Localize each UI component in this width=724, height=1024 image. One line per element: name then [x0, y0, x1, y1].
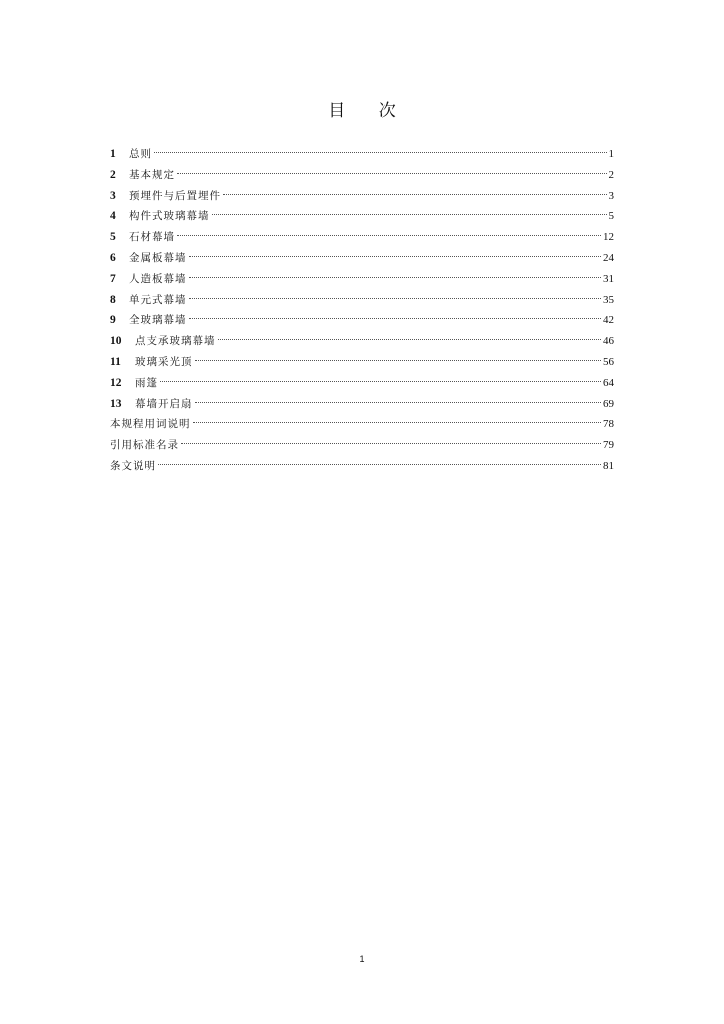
toc-page-number: 46 — [603, 335, 614, 348]
toc-dot-leader — [177, 173, 607, 174]
toc-dot-leader — [195, 360, 602, 361]
toc-entry-2[interactable] — [110, 165, 614, 186]
toc-page-number: 79 — [603, 439, 614, 452]
toc-entry-13[interactable] — [110, 394, 614, 415]
toc-page-number: 24 — [603, 251, 614, 264]
toc-dot-leader — [154, 152, 607, 153]
toc-chapter-number: 7 — [110, 272, 116, 285]
toc-chapter-number: 3 — [110, 189, 116, 202]
toc-dot-leader — [181, 443, 601, 444]
toc-chapter-title: 点支承玻璃幕墙 — [135, 335, 216, 348]
toc-chapter-number: 13 — [110, 397, 122, 410]
toc-chapter-title: 全玻璃幕墙 — [129, 314, 187, 327]
toc-dot-leader — [195, 402, 602, 403]
toc-dot-leader — [189, 318, 602, 319]
toc-entry-5[interactable] — [110, 227, 614, 248]
toc-page-number: 64 — [603, 376, 614, 389]
table-of-contents — [110, 144, 614, 477]
toc-dot-leader — [212, 214, 607, 215]
toc-dot-leader — [177, 235, 601, 236]
toc-entry-9[interactable] — [110, 310, 614, 331]
toc-page-number: 31 — [603, 272, 614, 285]
toc-chapter-number: 12 — [110, 376, 122, 389]
toc-chapter-title: 玻璃采光顶 — [135, 355, 193, 368]
toc-page-number: 5 — [608, 210, 614, 223]
toc-entry-10[interactable] — [110, 331, 614, 352]
toc-chapter-number: 1 — [110, 148, 116, 160]
toc-chapter-title: 人造板幕墙 — [129, 272, 187, 285]
toc-chapter-title: 单元式幕墙 — [129, 293, 187, 306]
toc-chapter-title: 金属板幕墙 — [129, 251, 187, 264]
toc-chapter-number: 2 — [110, 168, 116, 181]
toc-chapter-number: 11 — [110, 355, 121, 368]
toc-chapter-number: 6 — [110, 251, 116, 264]
toc-chapter-title: 构件式玻璃幕墙 — [129, 210, 210, 223]
toc-page-number: 12 — [603, 231, 614, 244]
toc-entry-6[interactable] — [110, 248, 614, 269]
toc-entry-3[interactable] — [110, 186, 614, 207]
toc-chapter-number: 4 — [110, 210, 116, 223]
page-footer-number: 1 — [359, 954, 365, 964]
toc-dot-leader — [218, 339, 602, 340]
toc-chapter-title: 石材幕墙 — [129, 231, 175, 244]
toc-entry-usage-notes[interactable] — [110, 414, 614, 435]
toc-chapter-title: 总则 — [129, 148, 152, 160]
toc-dot-leader — [158, 464, 601, 465]
toc-entry-8[interactable] — [110, 290, 614, 311]
toc-page-number: 3 — [608, 189, 614, 202]
toc-chapter-title: 雨篷 — [135, 376, 158, 389]
toc-section-title: 本规程用词说明 — [110, 418, 191, 431]
toc-chapter-number: 9 — [110, 314, 116, 327]
toc-page-number: 78 — [603, 418, 614, 431]
toc-entry-referenced-standards[interactable] — [110, 435, 614, 456]
page-title: 目 次 — [328, 101, 410, 121]
toc-page-number: 42 — [603, 314, 614, 327]
toc-page-number: 2 — [608, 168, 614, 181]
toc-entry-4[interactable] — [110, 206, 614, 227]
toc-chapter-title: 幕墙开启扇 — [135, 397, 193, 410]
toc-page-number: 35 — [603, 293, 614, 306]
toc-dot-leader — [189, 277, 602, 278]
toc-dot-leader — [189, 256, 602, 257]
toc-entry-11[interactable] — [110, 352, 614, 373]
toc-entry-12[interactable] — [110, 373, 614, 394]
toc-dot-leader — [223, 194, 607, 195]
toc-chapter-number: 8 — [110, 293, 116, 306]
toc-chapter-number: 10 — [110, 335, 122, 348]
toc-chapter-title: 基本规定 — [129, 168, 175, 181]
toc-dot-leader — [189, 298, 602, 299]
toc-page-number: 69 — [603, 397, 614, 410]
toc-entry-clause-explanation[interactable] — [110, 456, 614, 477]
toc-dot-leader — [160, 381, 601, 382]
toc-dot-leader — [193, 422, 602, 423]
toc-page-number: 81 — [603, 459, 614, 472]
toc-page-number: 1 — [608, 148, 614, 160]
toc-chapter-number: 5 — [110, 231, 116, 244]
toc-section-title: 引用标准名录 — [110, 439, 179, 452]
toc-entry-1[interactable] — [110, 144, 614, 165]
toc-section-title: 条文说明 — [110, 459, 156, 472]
toc-chapter-title: 预埋件与后置埋件 — [129, 189, 221, 202]
toc-entry-7[interactable] — [110, 269, 614, 290]
toc-page-number: 56 — [603, 355, 614, 368]
